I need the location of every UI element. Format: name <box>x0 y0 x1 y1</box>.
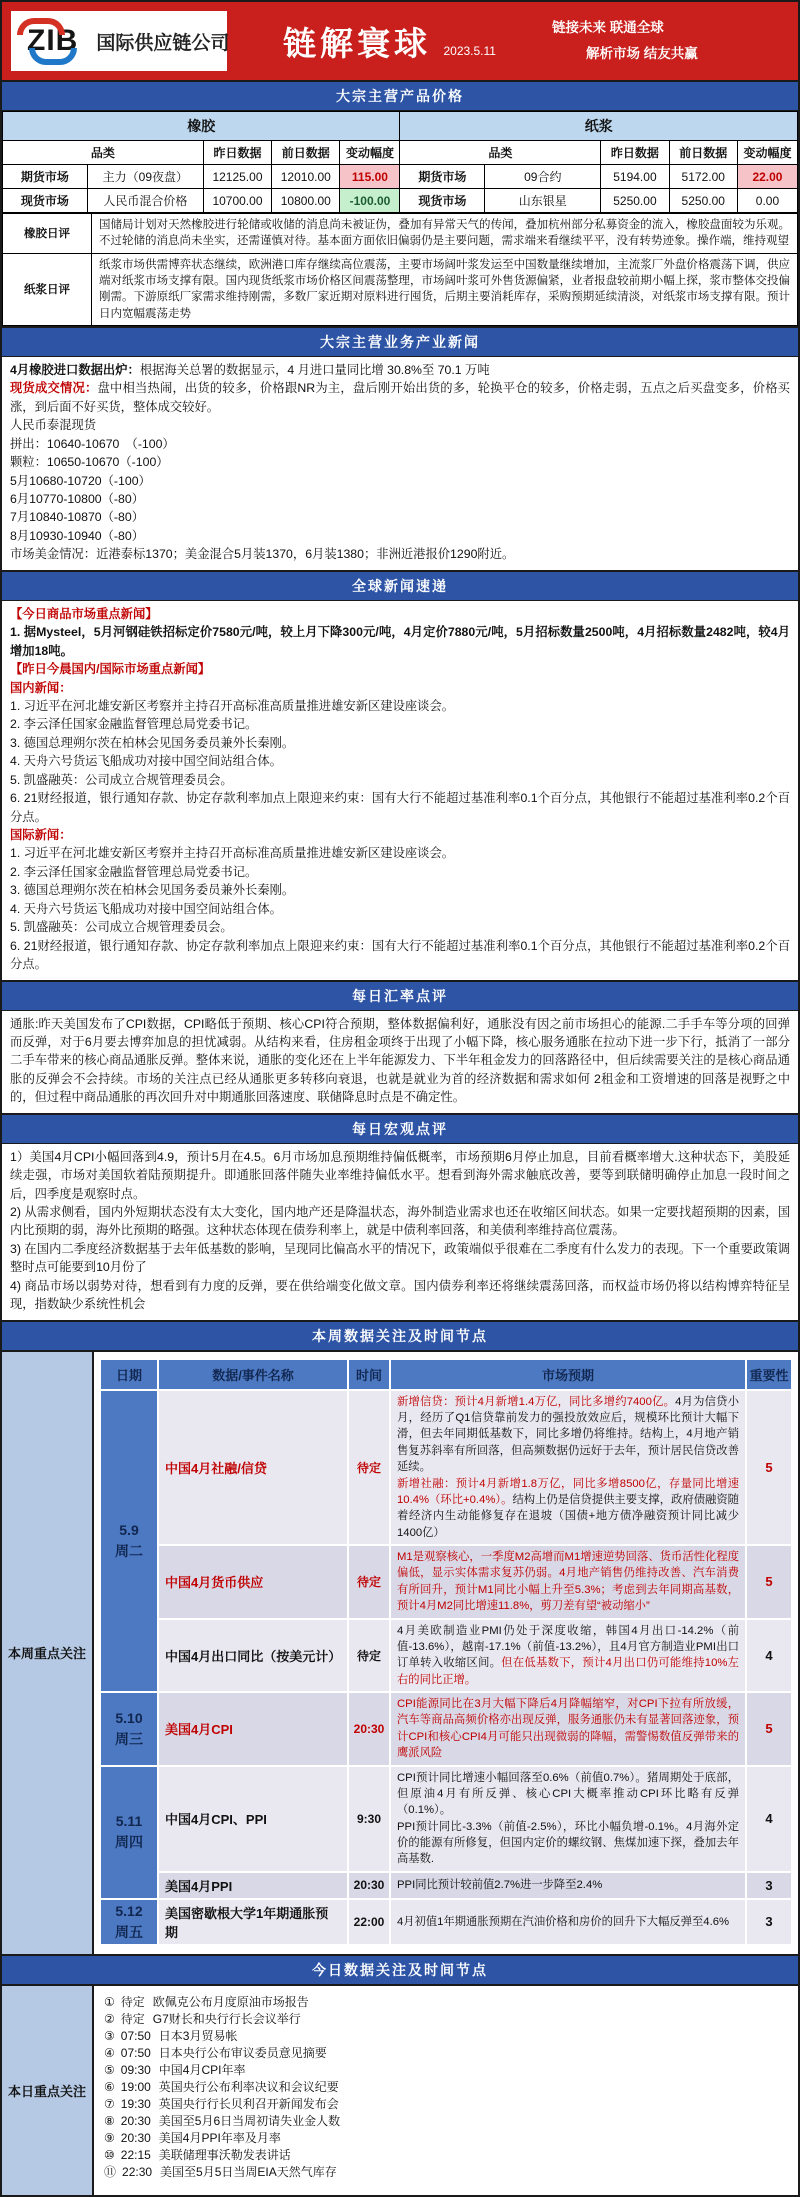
news-line <box>10 490 790 508</box>
item-time: 07:50 <box>120 2045 151 2060</box>
importance-value: 3 <box>746 1899 792 1945</box>
news-line <box>10 789 790 826</box>
company-logo <box>11 11 230 71</box>
news-line <box>10 623 790 660</box>
date-cell <box>100 1390 158 1692</box>
product-name: 山东银星 <box>485 189 601 213</box>
item-number: ④ <box>104 2045 115 2060</box>
fx-comment-block <box>2 1011 798 1113</box>
col-header-previous: 前日数据 <box>669 141 737 165</box>
item-time: 19:30 <box>120 2096 151 2111</box>
previous-value: 12010.00 <box>272 165 340 189</box>
today-item <box>104 2045 788 2062</box>
text-segment: PPI预计同比-3.3%（前值-2.5%），环比小幅负增-0.1%。4月海外定价的能源有所修复，但国内定价的螺纹钢、焦煤加速下探，叠加去年高基数. <box>397 1820 739 1866</box>
section-title-today: 今日数据关注及时间节点 <box>2 1954 798 1985</box>
section-title-prices: 大宗主营产品价格 <box>2 80 798 111</box>
table-row <box>3 141 798 165</box>
text-segment: 1. 习近平在河北雄安新区考察并主持召开高标准高质量推进雄安新区建设座谈会。 <box>10 698 455 713</box>
importance-value: 5 <box>746 1390 792 1545</box>
text-segment: 7月10840-10870（-80） <box>10 510 144 525</box>
text-segment: 市场美金情况：近港泰标1370；美金混合5月装1370，6月装1380；非洲近港报价1290附近。 <box>10 547 515 562</box>
text-segment: 现货成交情况： <box>10 381 98 396</box>
text-segment: 【昨日今晨国内/国际市场重点新闻】 <box>10 662 211 677</box>
today-list <box>94 1986 798 2195</box>
news-line <box>10 361 790 379</box>
item-text: 日本央行公布审议委员意见摘要 <box>158 2045 327 2060</box>
market-expectation <box>390 1872 746 1899</box>
text-segment: 国内新闻： <box>10 680 72 695</box>
text-segment: 2. 李云泽任国家金融监督管理总局党委书记。 <box>10 717 258 732</box>
slogan-area <box>552 15 798 66</box>
news-line <box>10 937 790 974</box>
event-time: 待定 <box>348 1619 390 1693</box>
report-title: 链解寰球 <box>283 24 432 62</box>
text-segment: 5. 凯盛融英：公司成立合规管理委员会。 <box>10 920 233 935</box>
comment-label: 橡胶日评 <box>3 214 92 254</box>
col-header-change: 变动幅度 <box>737 141 797 165</box>
today-item <box>104 2028 788 2045</box>
item-text: 英国央行公布利率决议和会议纪要 <box>158 2079 339 2094</box>
item-time: 20:30 <box>120 2131 151 2146</box>
change-value: 115.00 <box>340 165 400 189</box>
text-segment: 1. 据Mysteel，5月河钢硅铁招标定价7580元/吨，较上月下降300元/吨，4月定价7880元/吨，5月招标数量2500吨，4月招标数量2482吨，较4月增加18吨。 <box>10 625 790 658</box>
item-time: 待定 <box>120 1994 145 2009</box>
text-segment: 6月10770-10800（-80） <box>10 492 144 507</box>
comment-text: 国储局计划对天然橡胶进行轮储或收储的消息尚未被证伪，叠加有异常天气的传闻，叠加杭州部分私募资金的流入，橡胶盘面较为乐观。不过轮储的消息尚未坐实，还需谨慎对待。基本面方面依旧偏弱仍是主要问题，需求端来看继续平平，没有转势迹象。操作端，维持观望 <box>92 214 798 254</box>
item-time: 07:50 <box>120 2028 151 2043</box>
market-expectation <box>390 1545 746 1619</box>
today-item <box>104 2062 788 2079</box>
today-item <box>104 2147 788 2164</box>
comment-text: 纸浆市场供需博弈状态继续，欧洲港口库存继续高位震荡，主要市场阔叶浆发运至中国数量继续增加，主流浆厂外盘价格震荡下调，供应端对纸浆市场支撑有限。国内现货纸浆市场价格区间震荡整理，市场阔叶浆可外售货源偏紧，业者报盘较前期小幅上探，浆市整体交投偏刚需。下游原纸厂家需求维持刚需，多数厂家近期对原料进行囤货，后期主要消耗库存，采购预期延续清淡，对纸浆市场支撑有限。预计日内宽幅震荡走势 <box>92 253 798 325</box>
text-segment: 结构上仍是信贷提供主要支撑，政府债融资随着经济内生动能修复存在退坡（国债+地方债净融资预计同比减少1400亿） <box>397 1493 739 1539</box>
table-row <box>100 1872 792 1899</box>
yesterday-value: 12125.00 <box>203 165 271 189</box>
news-line <box>10 863 790 881</box>
today-sidebar-label: 本日重点关注 <box>2 1986 94 2195</box>
item-number: ⑥ <box>104 2079 115 2094</box>
logo-red-arc-icon <box>17 18 65 35</box>
text-segment: 4. 天舟六号货运飞船成功对接中国空间站组合体。 <box>10 754 282 769</box>
event-time: 待定 <box>348 1390 390 1545</box>
week-table <box>99 1358 793 1946</box>
previous-value: 5250.00 <box>669 189 737 213</box>
importance-value: 5 <box>746 1545 792 1619</box>
macro-comment-block <box>2 1144 798 1320</box>
item-time: 待定 <box>120 2011 145 2026</box>
company-name: 国际供应链公司 <box>96 32 230 54</box>
col-header-category: 品类 <box>3 141 204 165</box>
text-segment: 2. 李云泽任国家金融监督管理总局党委书记。 <box>10 864 258 879</box>
text-segment: 8月10930-10940（-80） <box>10 528 144 543</box>
previous-value: 10800.00 <box>272 189 340 213</box>
section-title-fx: 每日汇率点评 <box>2 980 798 1011</box>
report-title-area <box>227 18 552 65</box>
table-row <box>100 1692 792 1766</box>
week-sidebar-label: 本周重点关注 <box>2 1352 94 1954</box>
item-number: ⑨ <box>104 2131 115 2146</box>
week-table-wrap <box>94 1352 798 1954</box>
text-segment: 新增信贷：预计4月新增1.4万亿，同比多增约7400亿。 <box>397 1395 676 1408</box>
market-expectation <box>390 1899 746 1945</box>
group-header-rubber: 橡胶 <box>3 112 400 141</box>
table-row <box>100 1545 792 1619</box>
today-item <box>104 2079 788 2096</box>
news-line <box>10 472 790 490</box>
header-banner <box>2 2 798 80</box>
text-segment: 4月美欧制造业PMI仍处于深度收缩，韩国4月出口-14.2%（前值-13.6%），越南-17.1%（前值-13.2%），且4月官方制造业PMI出口订单转入收缩区间。 <box>397 1624 739 1670</box>
macro-paragraph: 2) 从需求侧看，国内外短期状态没有太大变化，国内地产还是降温状态，海外制造业需求也还在收缩区间状态。如果一定要找超预期的因素，国内比预期的弱，海外比预期的略强。这种状态体现在债券利率上，就是中债利率回落，和美债利率维持高位震荡。 <box>10 1205 790 1238</box>
yesterday-value: 5194.00 <box>601 165 669 189</box>
news-line <box>10 918 790 936</box>
col-header-yesterday: 昨日数据 <box>601 141 669 165</box>
logo-text: ZIB <box>27 24 79 57</box>
slogan-line-2: 解析市场 结友共赢 <box>586 46 698 61</box>
yesterday-value: 10700.00 <box>203 189 271 213</box>
item-time: 22:30 <box>122 2165 153 2180</box>
change-value: 22.00 <box>737 165 797 189</box>
zib-logo-mark <box>21 26 84 56</box>
importance-value: 5 <box>746 1692 792 1766</box>
col-header-yesterday: 昨日数据 <box>203 141 271 165</box>
news-line <box>10 527 790 545</box>
item-text: 美联储理事沃勒发表讲话 <box>158 2148 291 2163</box>
text-segment: 人民币泰混现货 <box>10 418 97 433</box>
weekday-value: 周三 <box>115 1730 143 1747</box>
section-title-global-news: 全球新闻速递 <box>2 570 798 601</box>
event-name: 中国4月社融/信贷 <box>158 1390 348 1545</box>
news-line <box>10 679 790 697</box>
text-segment: 4. 天舟六号货运飞船成功对接中国空间站组合体。 <box>10 901 282 916</box>
text-segment: PPI同比预计较前值2.7%进一步降至2.4% <box>397 1879 603 1892</box>
text-segment: 3. 德国总理朔尔茨在柏林会见国务委员兼外长秦刚。 <box>10 883 295 898</box>
text-segment: 6. 21财经报道，银行通知存款、协定存款利率加点上限迎来约束：国有大行不能超过基准利率0.1个百分点，其他银行不能超过基准利率0.2个百分点。 <box>10 938 790 972</box>
col-header-category: 品类 <box>400 141 601 165</box>
news-line <box>10 545 790 563</box>
text-segment: 3. 德国总理朔尔茨在柏林会见国务委员兼外长秦刚。 <box>10 735 295 750</box>
text-segment: CPI能源同比在3月大幅下降后4月降幅缩窄，对CPI下拉有所放缓，汽车等商品高频价格亦出现反弹，服务通胀仍未有显著回落迹象，预计CPI和核心CPI4月可能只出现微弱的降幅，需警惕数值反弹带来的鹰派风险 <box>397 1698 739 1760</box>
event-name: 中国4月货币供应 <box>158 1545 348 1619</box>
text-segment: 盘中相当热闹，出货的较多，价格跟NR为主，盘后刚开始出货的多，轮换平仓的较多，价格走弱，五点之后买盘变多，价格买涨，到后面不好买货，整体成交较好。 <box>10 381 790 414</box>
news-line <box>10 508 790 526</box>
group-header-pulp: 纸浆 <box>400 112 798 141</box>
week-table-body <box>100 1390 792 1945</box>
week-col-time: 时间 <box>348 1359 390 1390</box>
product-name: 人民币混合价格 <box>87 189 203 213</box>
macro-paragraph: 1）美国4月CPI小幅回落到4.9，预计5月在4.5。6月市场加息预期维持偏低概率，市场预期6月停止加息，目前看概率增大.这种状态下，美股延续走强，市场对美国软着陆预期提升。即通胀回落伴随失业率维持偏低水平。想看到海外需求触底改善，要等到联储明确停止加息一段时间之后，四季度是观察时点。 <box>10 1149 790 1201</box>
news-line <box>10 660 790 678</box>
weekday-value: 周二 <box>115 1542 143 1559</box>
product-name: 09合约 <box>485 165 601 189</box>
news-line <box>10 416 790 434</box>
slogan-line-1: 链接未来 联通全球 <box>552 20 664 36</box>
item-time: 22:15 <box>120 2148 151 2163</box>
market-expectation <box>390 1692 746 1766</box>
text-segment: CPI预计同比增速小幅回落至0.6%（前值0.7%）。猪周期处于底部，但原油4月有所反弹、核心CPI大概率推动CPI环比略有反弹（0.1%）。 <box>397 1771 739 1817</box>
col-header-previous: 前日数据 <box>272 141 340 165</box>
table-row <box>3 189 798 213</box>
market-expectation <box>390 1390 746 1545</box>
macro-paragraph: 4) 商品市场以弱势对待，想看到有力度的反弹，要在供给端变化做文章。国内债券利率还将继续震荡回落，而权益市场仍将以结构博弈特征呈现，指数缺少系统性机会 <box>10 1278 790 1312</box>
importance-value: 3 <box>746 1872 792 1899</box>
event-time: 9:30 <box>348 1766 390 1872</box>
market-label: 现货市场 <box>3 189 88 213</box>
text-segment: 4月橡胶进口数据出炉： <box>10 362 140 377</box>
today-item <box>104 2113 788 2130</box>
yesterday-value: 5250.00 <box>601 189 669 213</box>
market-label: 现货市场 <box>400 189 485 213</box>
item-number: ⑧ <box>104 2114 115 2128</box>
daily-comments-body <box>3 214 798 326</box>
text-segment: 新增社融：预计4月新增1.8万亿，同比多增8500亿，存量同比增速10.4%（环比+0.4%）。 <box>397 1477 739 1506</box>
event-name: 美国密歇根大学1年期通胀预期 <box>158 1899 348 1945</box>
table-row <box>3 214 798 254</box>
item-text: G7财长和央行行长会议举行 <box>152 2011 301 2026</box>
table-row <box>100 1390 792 1545</box>
text-segment: 拼出：10640-10670 （-100） <box>10 436 175 451</box>
table-row <box>100 1619 792 1693</box>
item-time: 09:30 <box>120 2062 151 2077</box>
industry-news-block <box>2 357 798 570</box>
item-number: ⑩ <box>104 2148 115 2163</box>
today-item <box>104 2096 788 2113</box>
week-section <box>2 1351 798 1954</box>
text-segment: 4月为信贷小月，经历了Q1信贷靠前发力的强投放效应后，规模环比预计大幅下滑，但去年同期低基数下，同比多增仍将维持。结构上，4月地产销售复苏斜率有所回落，但高频数据仍远好于去年，预计居民信贷改善延续。 <box>397 1395 739 1474</box>
section-title-week: 本周数据关注及时间节点 <box>2 1320 798 1351</box>
news-line <box>10 734 790 752</box>
table-row <box>100 1899 792 1945</box>
table-row <box>3 112 798 141</box>
price-table <box>2 111 798 213</box>
text-segment: 颗粒：10650-10670（-100） <box>10 455 169 470</box>
news-line <box>10 715 790 733</box>
item-time: 20:30 <box>120 2114 151 2128</box>
report-date: 2023.5.11 <box>443 44 496 59</box>
item-number: ② <box>104 2011 115 2026</box>
today-item <box>104 1994 788 2011</box>
date-cell <box>100 1899 158 1945</box>
event-name: 中国4月出口同比（按美元计） <box>158 1619 348 1693</box>
fx-comment-text: 通胀:昨天美国发布了CPI数据，CPI略低于预期、核心CPI符合预期，整体数据偏利好，通胀没有因之前市场担心的能源.二手手车等分项的回弹而反弹，对于6月要去博弈加息的担忧减弱。从结构来看，住房租金项终于出现了小幅下降，核心服务通胀在拉动下进一步下行，抵消了一部分二手车带来的核心商品通胀反弹。整体来说，通胀的变化还在上半年能源发力、下半年租金发力的回落路径中，但后续需要关注的是核心商品通胀的反弹会不会持续。市场的关注点已经从通胀更多转移向衰退，也就是就业为首的经济数据和需求如何 2租金和工资增速的回落是视野之中的，但过程中商品通胀的再次回升对中期通胀回落速度、联储降息时点是不确定性。 <box>10 1016 790 1105</box>
week-col-event: 数据/事件名称 <box>158 1359 348 1390</box>
change-value: 0.00 <box>737 189 797 213</box>
news-line <box>10 379 790 416</box>
weekday-value: 周五 <box>115 1923 143 1940</box>
news-line <box>10 697 790 715</box>
table-row <box>3 253 798 325</box>
item-text: 美国4月PPI年率及月率 <box>158 2131 281 2146</box>
event-time: 20:30 <box>348 1872 390 1899</box>
date-value: 5.11 <box>115 1813 143 1830</box>
item-text: 中国4月CPI年率 <box>158 2062 246 2077</box>
week-col-expectation: 市场预期 <box>390 1359 746 1390</box>
comment-label: 纸浆日评 <box>3 253 92 325</box>
today-item <box>104 2130 788 2147</box>
item-number: ① <box>104 1994 115 2009</box>
item-number: ⑤ <box>104 2062 115 2077</box>
news-line <box>10 605 790 623</box>
col-header-change: 变动幅度 <box>340 141 400 165</box>
news-line <box>10 453 790 471</box>
text-segment: 国际新闻： <box>10 828 72 843</box>
item-number: ⑦ <box>104 2096 115 2111</box>
table-row <box>100 1359 792 1390</box>
news-line <box>10 844 790 862</box>
news-line <box>10 826 790 844</box>
item-time: 19:00 <box>120 2079 151 2094</box>
event-name: 美国4月CPI <box>158 1692 348 1766</box>
week-col-importance: 重要性 <box>746 1359 792 1390</box>
market-expectation <box>390 1619 746 1693</box>
date-cell <box>100 1766 158 1899</box>
item-number: ③ <box>104 2028 115 2043</box>
today-item <box>104 2011 788 2028</box>
text-segment: 【今日商品市场重点新闻】 <box>10 606 158 621</box>
logo-blue-arc-icon <box>29 48 77 65</box>
item-text: 英国央行行长贝利召开新闻发布会 <box>158 2096 339 2111</box>
news-line <box>10 900 790 918</box>
market-label: 期货市场 <box>3 165 88 189</box>
date-value: 5.12 <box>115 1902 143 1919</box>
text-segment: 根据海关总署的数据显示，4 月进口量同比增 30.8%至 70.1 万吨 <box>139 362 490 377</box>
date-cell <box>100 1692 158 1766</box>
macro-paragraph: 3) 在国内二季度经济数据基于去年低基数的影响，呈现同比偏高水平的情况下，政策端似乎很难在二季度有什么发力的表现。下一个重要政策调整时点可能要到10月份了 <box>10 1241 790 1275</box>
text-segment: 6. 21财经报道，银行通知存款、协定存款利率加点上限迎来约束：国有大行不能超过基准利率0.1个百分点，其他银行不能超过基准利率0.2个百分点。 <box>10 791 790 824</box>
change-value: -100.00 <box>340 189 400 213</box>
text-segment: 5月10680-10720（-100） <box>10 473 151 488</box>
table-row <box>3 165 798 189</box>
item-text: 美国至5月5日当周EIA天然气库存 <box>160 2165 337 2180</box>
text-segment: 1. 习近平在河北雄安新区考察并主持召开高标准高质量推进雄安新区建设座谈会。 <box>10 846 455 861</box>
date-value: 5.10 <box>115 1709 143 1726</box>
importance-value: 4 <box>746 1619 792 1693</box>
item-text: 欧佩克公布月度原油市场报告 <box>152 1994 309 2009</box>
text-segment: M1是观察核心，一季度M2高增而M1增速逆势回落、货币活性化程度偏低，显示实体需求复苏仍弱。4月地产销售仍维持改善、汽车消费有所回升，预计M1同比小幅上升至5.3%；考虑到去年同期高基数，预计4月M2同比增速11.8%，剪刀差有望“被动缩小” <box>397 1551 739 1613</box>
market-label: 期货市场 <box>400 165 485 189</box>
market-expectation <box>390 1766 746 1872</box>
section-title-macro: 每日宏观点评 <box>2 1113 798 1144</box>
price-table-body <box>3 165 798 213</box>
product-name: 主力（09夜盘） <box>87 165 203 189</box>
text-segment: 但在低基数下，预计4月出口仍可能维持10%左右的同比正增。 <box>397 1657 739 1686</box>
item-number: ⑪ <box>104 2165 117 2180</box>
week-col-date: 日期 <box>100 1359 158 1390</box>
table-row <box>100 1766 792 1872</box>
section-title-industry-news: 大宗主营业务产业新闻 <box>2 326 798 357</box>
news-line <box>10 881 790 899</box>
news-line <box>10 771 790 789</box>
item-text: 美国至5月6日当周初请失业金人数 <box>158 2114 341 2128</box>
date-value: 5.9 <box>119 1521 139 1538</box>
news-line <box>10 435 790 453</box>
global-news-block <box>2 601 798 980</box>
daily-comments-table <box>2 213 798 326</box>
event-time: 22:00 <box>348 1899 390 1945</box>
today-item <box>104 2164 788 2181</box>
weekday-value: 周四 <box>115 1834 143 1851</box>
event-name: 美国4月PPI <box>158 1872 348 1899</box>
event-time: 待定 <box>348 1545 390 1619</box>
event-name: 中国4月CPI、PPI <box>158 1766 348 1872</box>
previous-value: 5172.00 <box>669 165 737 189</box>
item-text: 日本3月贸易帐 <box>158 2028 238 2043</box>
importance-value: 4 <box>746 1766 792 1872</box>
text-segment: 4月初值1年期通胀预期在汽油价格和房价的回升下大幅反弹至4.6% <box>397 1915 730 1928</box>
event-time: 20:30 <box>348 1692 390 1766</box>
news-line <box>10 752 790 770</box>
today-section <box>2 1985 798 2195</box>
text-segment: 5. 凯盛融英：公司成立合规管理委员会。 <box>10 772 233 787</box>
